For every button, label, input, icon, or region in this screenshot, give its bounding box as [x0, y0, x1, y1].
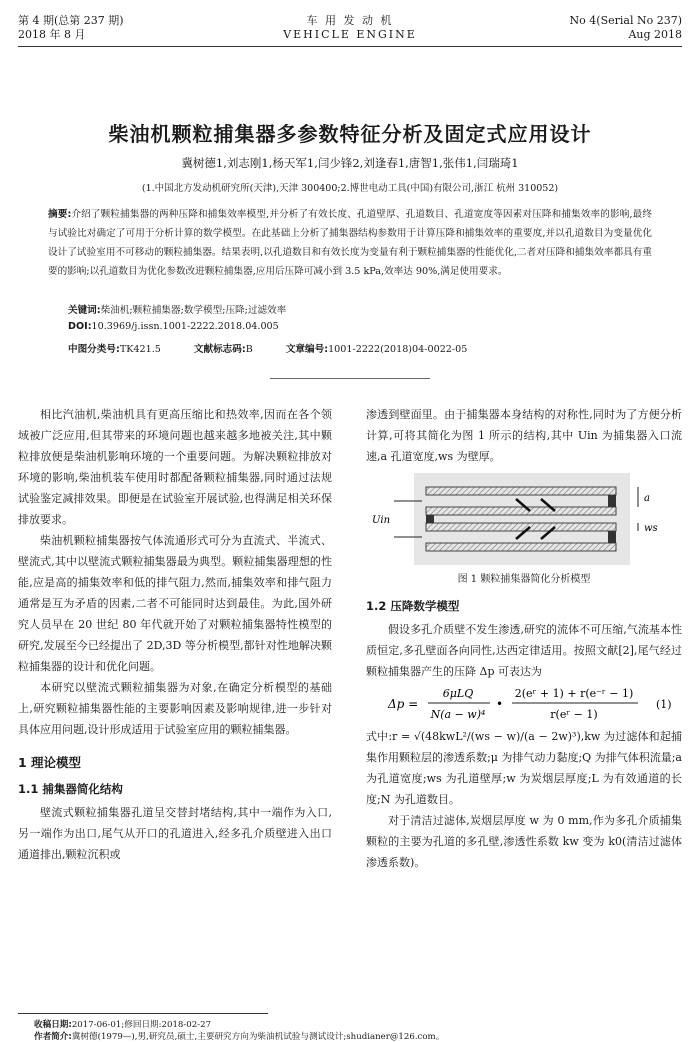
label-ws: ws	[644, 523, 658, 534]
filter-diagram	[366, 471, 682, 567]
paper-title: 柴油机颗粒捕集器多参数特征分析及固定式应用设计	[108, 122, 592, 146]
article-number-label: 文章编号:	[285, 344, 329, 355]
eq-number: (1)	[656, 698, 672, 711]
article-number-value: 1001-2222(2018)04-0022-05	[328, 344, 468, 355]
journal-issue-en	[570, 14, 682, 42]
plug-outlet-bottom	[608, 531, 616, 543]
eq-den1: N(a − w)⁴	[430, 708, 486, 721]
equation-1	[366, 682, 682, 726]
label-uin: Uin	[372, 515, 391, 526]
paragraph: 渗透到壁面里。由于捕集器本身结构的对称性,同时为了方便分析计算,可将其简化为图 1 所示的结构,其中 Uin 为捕集器入口流速,a 孔道宽度,ws 为壁厚。	[366, 408, 682, 463]
issue-number-en: No 4(Serial No 237)	[569, 14, 682, 27]
left-column	[18, 404, 332, 865]
doc-code-label: 文献标志码:	[193, 344, 246, 355]
porous-wall-top	[426, 487, 616, 495]
right-column	[366, 404, 682, 873]
paragraph: 柴油机颗粒捕集器按气体流通形式可分为直流式、半流式、壁流式,其中以壁流式颗粒捕集器最为典型。颗粒捕集器理想的性能,应是高的捕集效率和低的排气阻力,然而,捕集效率和排气阻力通常是互为矛盾的因素,二者不可能同时达到最佳。为此,国外研究人员早在 20 世纪 80 年代就开始了对颗粒捕集器特性模型的研究,发展至今已经提出了 2D,3D 等分析模型,都针对性地解决颗粒捕集器的设计和优化问题。	[18, 534, 332, 673]
footnote-received	[34, 1018, 211, 1030]
eq-num1: 6μLQ	[442, 687, 474, 700]
subsection-heading: 1.1 捕集器简化结构	[18, 782, 123, 796]
received-value: 2017-06-01;修回日期:2018-02-27	[71, 1020, 212, 1030]
eq-dot: •	[496, 697, 504, 711]
paragraph: 本研究以壁流式颗粒捕集器为对象,在确定分析模型的基础上,研究颗粒捕集器性能的主要影响因素及影响规律,进一步针对具体应用问题,设计形成适用于试验室应用的颗粒捕集器。	[18, 681, 332, 736]
issue-number: 第 4 期(总第 237 期)	[18, 14, 124, 27]
doi	[68, 321, 279, 332]
keywords	[68, 302, 286, 316]
doc-code-value: B	[245, 344, 253, 355]
plug-outlet-top	[608, 495, 616, 507]
porous-wall-mid	[426, 507, 616, 515]
header-rule	[18, 46, 682, 47]
author-list: 冀树德1,刘志刚1,杨天军1,闫少锋2,刘逢春1,唐智1,张伟1,闫瑞琦1	[181, 156, 519, 170]
eq-den2: r(eʳ − 1)	[550, 708, 598, 721]
porous-wall-bottom	[426, 543, 616, 551]
paragraph: 式中:r = √(48kwL²/(ws − w)/(a − 2w)³),kw 为过滤体和起捕集作用颗粒层的渗透系数;μ 为排气动力黏度;Q 为排气体积流量;a 为孔道宽度;ws 为孔道壁厚;w 为炭烟层厚度;L 为有效通道的长度;N 为孔道数目。	[366, 730, 682, 806]
issue-date: 2018 年 8 月	[18, 28, 86, 41]
figure-caption: 图 1 颗粒捕集器简化分析模型	[457, 574, 591, 585]
footnote-author	[34, 1030, 444, 1042]
eq-num2: 2(eʳ + 1) + r(e⁻ʳ − 1)	[514, 687, 634, 700]
journal-name-cn: 车 用 发 动 机	[306, 14, 394, 27]
paragraph: 壁流式颗粒捕集器孔道呈交替封堵结构,其中一端作为入口,另一端作为出口,尾气从开口的孔道进入,经多孔介质壁进入出口通道排出,颗粒沉积或	[18, 806, 332, 861]
received-label: 收稿日期:	[34, 1020, 72, 1030]
paragraph: 相比汽油机,柴油机具有更高压缩比和热效率,因而在各个领域被广泛应用,但其带来的环境问题也越来越多地被关注,其中颗粒排放便是柴油机影响环境的一个重要问题。为解决颗粒排放对环境的影响,柴油机装车使用时都配备颗粒捕集器,同时通过法规试验鉴定减排效果。即便是在试验室开展试验,也得满足相关环保排放要求。	[18, 408, 332, 526]
journal-name-en: VEHICLE ENGINE	[283, 28, 417, 41]
doi-label: DOI:	[68, 321, 92, 332]
plug-inlet	[426, 515, 434, 523]
clc-value: TK421.5	[119, 344, 161, 355]
issue-date-en: Aug 2018	[628, 28, 682, 41]
clc-label: 中图分类号:	[68, 344, 120, 355]
label-a: a	[644, 493, 650, 504]
abstract-text: 介绍了颗粒捕集器的两种压降和捕集效率模型,并分析了有效长度、孔道壁厚、孔道数目、孔道宽度等因素对压降和捕集效率的影响,最终与试验比对确定了可用于分析计算的数学模型。在此基础上分析了捕集器结构参数用于计算压降和捕集效率的重要度,并以孔道数目为变量优化设计了试验室用不可移动的颗粒捕集器。结果表明,以孔道数目和有效长度为变量有利于颗粒捕集器的性能优化,二者对压降和捕集效率都具有重要的影响;以孔道数目为优化参数改进颗粒捕集器,应用后压降可减小到 3.5 kPa,效率达 90%,满足使用要求。	[48, 209, 652, 277]
affiliation: (1.中国北方发动机研究所(天津),天津 300400;2.博世电动工具(中国)有限公司,浙江 杭州 310052)	[141, 183, 559, 194]
equation-render	[366, 682, 682, 726]
author-bio-label: 作者简介:	[34, 1032, 72, 1042]
author-bio: 冀树德(1979—),男,研究员,硕士,主要研究方向为柴油机试验与测试设计;shudianer@126.com。	[71, 1032, 445, 1042]
porous-wall-mid2	[426, 523, 616, 531]
keywords-label: 关键词:	[68, 305, 101, 316]
abstract-label: 摘要:	[48, 209, 72, 220]
classification	[68, 341, 497, 355]
eq-lhs: Δp =	[388, 697, 419, 711]
paragraph: 对于清洁过滤体,炭烟层厚度 w 为 0 mm,作为多孔介质捕集颗粒的主要为孔道的多孔壁,渗透性系数 kw 变为 k0(清洁过滤体渗透系数)。	[366, 814, 682, 869]
keywords-text: 柴油机;颗粒捕集器;数学模型;压降;过滤效率	[100, 305, 287, 316]
figure-1	[366, 471, 682, 567]
paragraph: 假设多孔介质壁不发生渗透,研究的流体不可压缩,气流基本性质恒定,多孔壁面各向同性,达西定律适用。按照文献[2],尾气经过颗粒捕集器产生的压降 Δp 可表达为	[366, 623, 682, 678]
doi-value: 10.3969/j.issn.1001-2222.2018.04.005	[91, 321, 279, 332]
footnote-rule	[18, 1013, 268, 1014]
section-heading: 1 理论模型	[18, 755, 82, 770]
abstract	[48, 205, 652, 281]
subsection-heading: 1.2 压降数学模型	[366, 599, 460, 613]
section-divider	[270, 378, 430, 379]
